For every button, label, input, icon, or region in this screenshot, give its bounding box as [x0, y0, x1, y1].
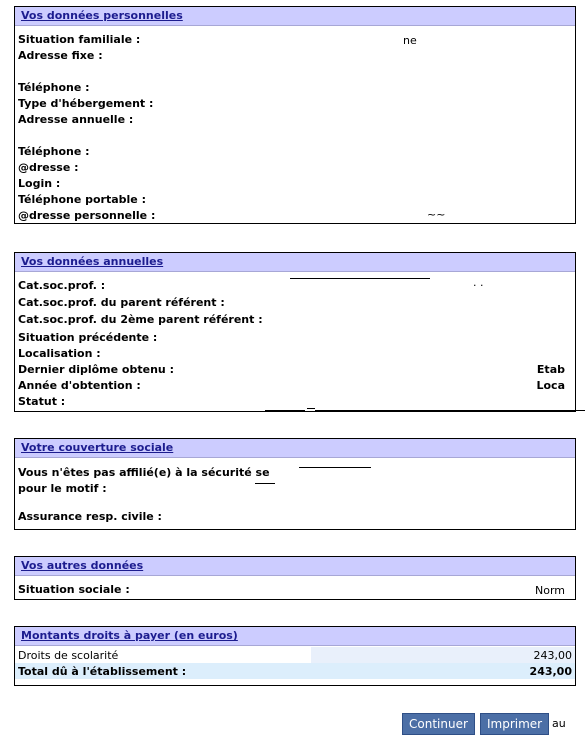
- other-header: [15, 557, 575, 576]
- coverage-section: [14, 438, 576, 530]
- coverage-underline: [299, 467, 371, 468]
- table-row: [15, 647, 575, 663]
- label-situation-precedente: Situation précédente :: [18, 331, 158, 344]
- label-statut: Statut :: [18, 395, 66, 408]
- fee-label: Droits de scolarité: [18, 648, 119, 662]
- annual-title[interactable]: Vos données annuelles: [21, 255, 164, 268]
- value-misc: · ·: [473, 279, 484, 292]
- label-cat-soc-prof: Cat.soc.prof. :: [18, 279, 106, 292]
- affiliation-underline: [255, 483, 275, 484]
- coverage-header: [15, 439, 575, 458]
- label-cat-soc-prof-parent2: Cat.soc.prof. du 2ème parent référent :: [18, 313, 263, 326]
- total-label: Total dû à l'établissement :: [15, 663, 311, 679]
- label-cat-soc-prof-parent: Cat.soc.prof. du parent référent :: [18, 296, 225, 309]
- label-dernier-diplome: Dernier diplôme obtenu :: [18, 363, 174, 376]
- label-annee-obtention: Année d'obtention :: [18, 379, 141, 392]
- trailing-text: au: [552, 717, 566, 730]
- personal-section: [14, 6, 576, 224]
- personal-header: [15, 7, 575, 26]
- annual-header: [15, 253, 575, 272]
- label-assurance: Assurance resp. civile :: [18, 510, 162, 523]
- other-title[interactable]: Vos autres données: [21, 559, 144, 572]
- print-button[interactable]: Imprimer: [480, 713, 549, 735]
- fees-table: [15, 647, 575, 679]
- label-adresse-email: @dresse :: [18, 161, 79, 174]
- label-adresse-annuelle: Adresse annuelle :: [18, 113, 134, 126]
- value-situation-familiale: ne: [403, 34, 417, 47]
- statut-underline-3: [315, 410, 585, 411]
- label-telephone-annuel: Téléphone :: [18, 145, 90, 158]
- label-localisation: Localisation :: [18, 347, 101, 360]
- fees-header: [15, 627, 575, 646]
- label-type-hebergement: Type d'hébergement :: [18, 97, 154, 110]
- annual-section: [14, 252, 576, 412]
- label-situation-sociale: Situation sociale :: [18, 583, 130, 596]
- label-telephone-fixe: Téléphone :: [18, 81, 90, 94]
- label-etablissement: Etab: [536, 363, 565, 376]
- label-motif: pour le motif :: [18, 482, 107, 495]
- other-section: [14, 556, 576, 600]
- redaction-line: [290, 278, 430, 279]
- fees-title[interactable]: Montants droits à payer (en euros): [21, 629, 238, 642]
- label-adresse-fixe: Adresse fixe :: [18, 49, 103, 62]
- label-situation-familiale: Situation familiale :: [18, 33, 141, 46]
- statut-underline-2: [307, 408, 315, 409]
- label-telephone-portable: Téléphone portable :: [18, 193, 146, 206]
- label-login: Login :: [18, 177, 61, 190]
- coverage-title[interactable]: Votre couverture sociale: [21, 441, 174, 454]
- statut-underline-1: [265, 410, 305, 411]
- label-affiliation: Vous n'êtes pas affilié(e) à la sécurité se: [18, 466, 270, 479]
- label-adresse-personnelle: @dresse personnelle :: [18, 209, 156, 222]
- table-row: [15, 663, 575, 679]
- value-adresse-personnelle: ~~: [427, 208, 446, 221]
- continue-button[interactable]: Continuer: [402, 713, 475, 735]
- fees-section: [14, 626, 576, 686]
- label-localisation-diplome: Loca: [536, 379, 565, 392]
- fee-amount: 243,00: [311, 647, 575, 663]
- value-situation-sociale: Norm: [534, 584, 565, 597]
- personal-title[interactable]: Vos données personnelles: [21, 9, 183, 22]
- total-amount: 243,00: [311, 663, 575, 679]
